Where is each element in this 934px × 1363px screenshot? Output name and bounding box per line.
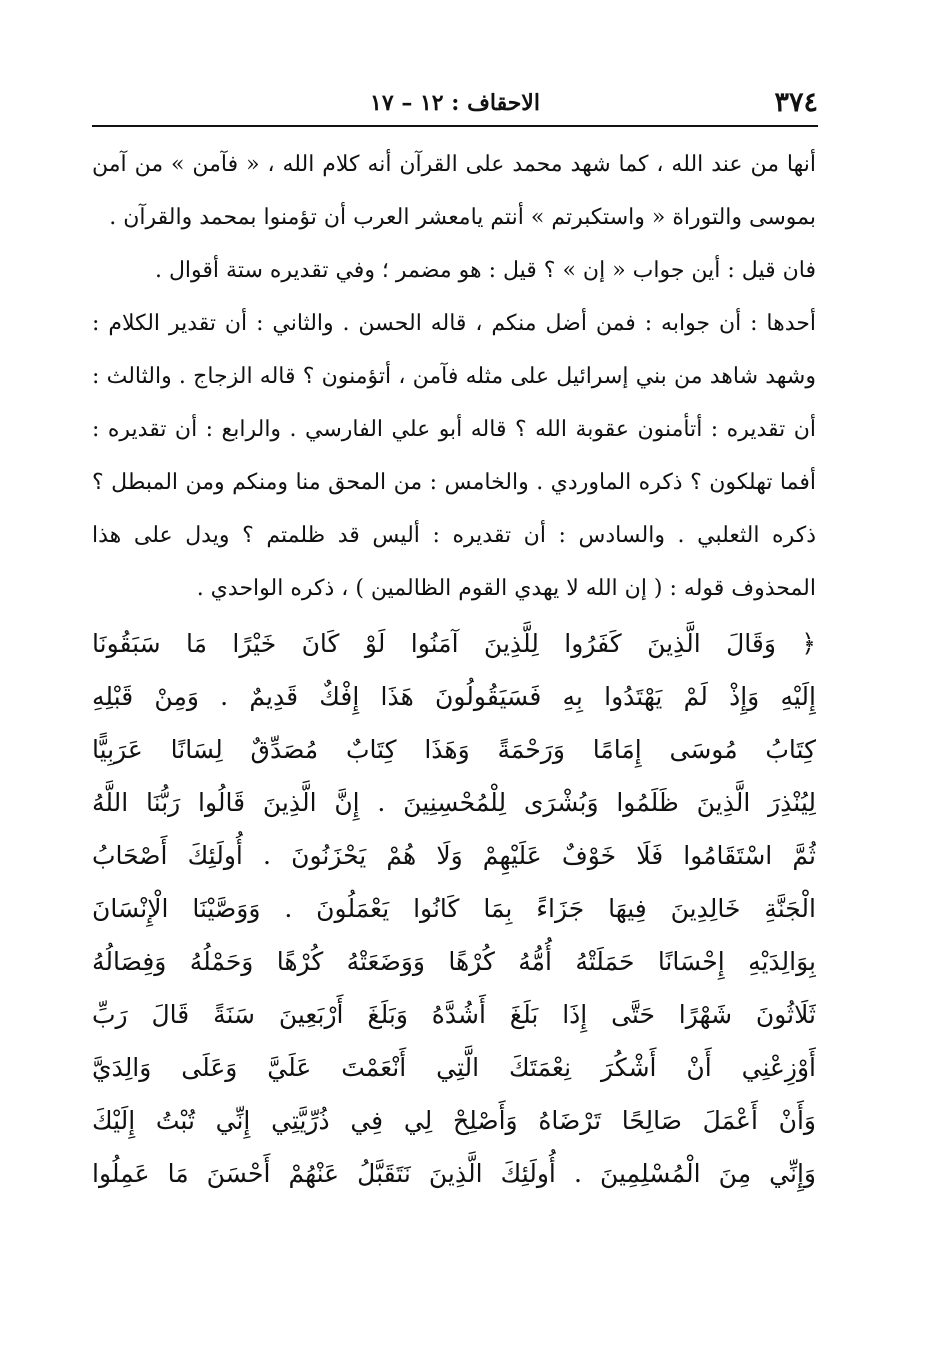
quran-line: لِيُنْذِرَ الَّذِينَ ظَلَمُوا وَبُشْرَى لِلْمُحْسِنِينَ . إِنَّ الَّذِينَ قَالُوا رَبُّنَا اللَّهُ xyxy=(92,788,816,817)
page-header xyxy=(92,84,818,122)
commentary-line: ذكره الثعلبي . والسادس : أن تقديره : أليس قد ظلمتم ؟ ويدل على هذا xyxy=(92,523,816,548)
quran-line: أَوْزِعْنِي أَنْ أَشْكُرَ نِعْمَتَكَ الَّتِي أَنْعَمْتَ عَلَيَّ وَعَلَى وَالِدَيَّ xyxy=(92,1053,816,1082)
quran-line: ثُمَّ اسْتَقَامُوا فَلَا خَوْفٌ عَلَيْهِمْ وَلَا هُمْ يَحْزَنُونَ . أُولَئِكَ أَصْحَابُ xyxy=(92,841,816,870)
quran-line: بِوَالِدَيْهِ إِحْسَانًا حَمَلَتْهُ أُمُّهُ كُرْهًا وَوَضَعَتْهُ كُرْهًا وَحَمْلُهُ وَفِصَالُهُ xyxy=(92,947,816,976)
commentary-line: أن تقديره : أتأمنون عقوبة الله ؟ قاله أبو علي الفارسي . والرابع : أن تقديره : xyxy=(92,417,816,442)
quran-line: ثَلَاثُونَ شَهْرًا حَتَّى إِذَا بَلَغَ أَشُدَّهُ وَبَلَغَ أَرْبَعِينَ سَنَةً قَالَ رَبِّ xyxy=(92,1000,816,1029)
commentary-line: أفما تهلكون ؟ ذكره الماوردي . والخامس : من المحق منا ومنكم ومن المبطل ؟ xyxy=(92,470,816,495)
page-number: ٣٧٤ xyxy=(774,87,818,118)
commentary-line: أحدها : أن جوابه : فمن أضل منكم ، قاله الحسن . والثاني : أن تقدير الكلام : xyxy=(92,311,816,336)
quran-line: وَإِنِّي مِنَ الْمُسْلِمِينَ . أُولَئِكَ الَّذِينَ نَتَقَبَّلُ عَنْهُمْ أَحْسَنَ مَا عَمِلُوا xyxy=(92,1159,816,1188)
quran-line: الْجَنَّةِ خَالِدِينَ فِيهَا جَزَاءً بِمَا كَانُوا يَعْمَلُونَ . وَوَصَّيْنَا الْإِنْسَانَ xyxy=(92,894,816,923)
commentary-line: بموسى والتوراة « واستكبرتم » أنتم يامعشر العرب أن تؤمنوا بمحمد والقرآن . xyxy=(109,205,816,230)
page-body xyxy=(92,138,816,1200)
quran-line: كِتَابُ مُوسَى إِمَامًا وَرَحْمَةً وَهَذَا كِتَابٌ مُصَدِّقٌ لِسَانًا عَرَبِيًّا xyxy=(92,735,816,764)
quran-verses-block xyxy=(92,617,816,1200)
commentary-line: فان قيل : أين جواب « إن » ؟ قيل : هو مضمر ؛ وفي تقديره ستة أقوال . xyxy=(154,258,816,283)
commentary-line: المحذوف قوله : ( إن الله لا يهدي القوم الظالمين ) ، ذكره الواحدي . xyxy=(196,576,816,601)
quran-line: وَأَنْ أَعْمَلَ صَالِحًا تَرْضَاهُ وَأَصْلِحْ لِي فِي ذُرِّيَّتِي إِنِّي تُبْتُ إِلَيْكَ xyxy=(92,1106,816,1135)
header-divider xyxy=(92,125,818,127)
running-head: الاحقاف : ١٢ – ١٧ xyxy=(370,90,540,116)
commentary-line: وشهد شاهد من بني إسرائيل على مثله فآمن ، أتؤمنون ؟ قاله الزجاج . والثالث : xyxy=(92,364,816,389)
quran-line: ﴿ وَقَالَ الَّذِينَ كَفَرُوا لِلَّذِينَ آمَنُوا لَوْ كَانَ خَيْرًا مَا سَبَقُونَا xyxy=(92,629,816,658)
commentary-line: أنها من عند الله ، كما شهد محمد على القرآن أنه كلام الله ، « فآمن » من آمن xyxy=(92,152,816,177)
quran-line: إِلَيْهِ وَإِذْ لَمْ يَهْتَدُوا بِهِ فَسَيَقُولُونَ هَذَا إِفْكٌ قَدِيمٌ . وَمِنْ قَبْلِهِ xyxy=(92,682,816,711)
commentary-block xyxy=(92,138,816,615)
